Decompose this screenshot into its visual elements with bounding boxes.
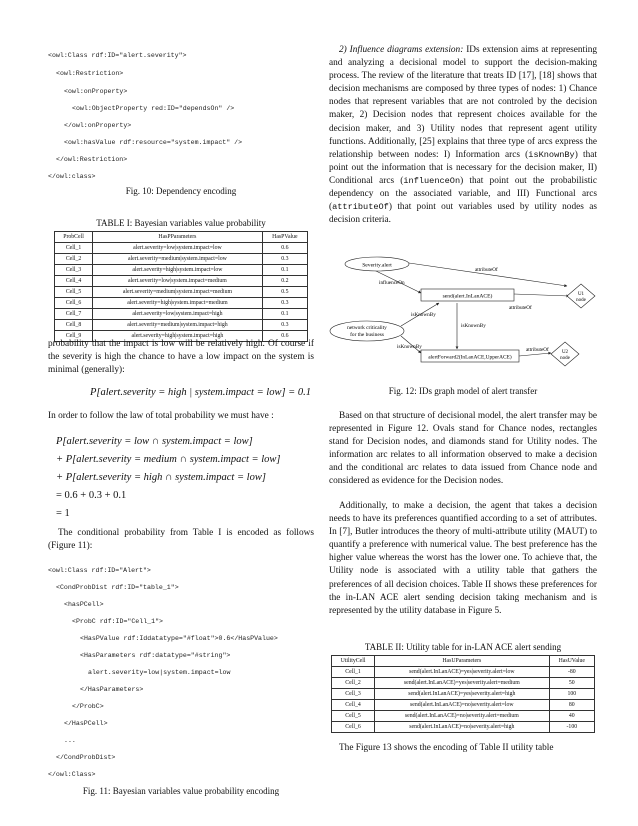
- node-label: alertForward2(InLanACE,UpperACE): [428, 354, 512, 361]
- table-cell: alert.severity=high|system.impact=high: [93, 331, 263, 342]
- table-cell: Cell_4: [55, 276, 93, 287]
- table-cell: 50: [549, 678, 594, 689]
- table-row: [55, 298, 308, 309]
- code-line: </ProbC>: [72, 703, 104, 710]
- table-cell: 0.1: [262, 309, 307, 320]
- code-line: <HasPValue rdf:Iddatatype="#float">0.6</HasPValue>: [80, 635, 278, 642]
- edge-label: attributeOf: [526, 347, 549, 353]
- code-line: <owl:Class rdf:ID="alert.severity">: [48, 52, 187, 59]
- table-cell: Cell_9: [55, 331, 93, 342]
- text-span: IDs extension aims at representing and analyzing a decisional model to support the decision-making process. The review of the literature that treats ID [17], [18] shows that decision mechanisms are composed by three types of nodes: 1) Chance nodes that represent variables that are not controled by the decision maker, 2) Decision nodes that represent choices available for the decision maker, and 3) Utility nodes that represent agent utility functions. Additionally, [25] explains that three type of arcs express the relationship between nodes: I) Information arcs (: [329, 45, 597, 160]
- code-line: <owl:Restriction>: [56, 70, 124, 77]
- table-header-cell: HasPParameters: [93, 232, 263, 243]
- node-label: U2: [561, 350, 569, 355]
- table-cell: Cell_6: [55, 298, 93, 309]
- table-cell: Cell_5: [55, 287, 93, 298]
- arc-name: attributeOf: [332, 202, 389, 213]
- table-cell: 40: [549, 711, 594, 722]
- code-line: <owl:hasValue rdf:resource="system.impact" />: [64, 139, 243, 146]
- edge-label: influenceOn: [379, 280, 405, 286]
- code-line: <HasParameters rdf:datatype="#string">: [80, 652, 231, 659]
- table-cell: alert.severity=high|system.impact=low: [93, 265, 263, 276]
- node-label: node: [576, 298, 586, 303]
- text-span: ) that point out variables used by utility nodes as decision criteria.: [329, 202, 597, 226]
- arc-name: influenceOn: [403, 175, 461, 186]
- table-row: [332, 700, 595, 711]
- right-paragraph-1: [329, 44, 597, 227]
- node-label: for the business: [350, 332, 384, 338]
- code-line: </owl:onProperty>: [64, 122, 132, 129]
- table-header-cell: HasUValue: [549, 656, 594, 667]
- table-cell: Cell_1: [332, 667, 375, 678]
- table-cell: Cell_6: [332, 722, 375, 733]
- table-cell: alert.severity=medium|system.impact=high: [93, 320, 263, 331]
- figure-12-caption: Fig. 12: IDs graph model of alert transfer: [388, 386, 538, 396]
- code-line: </owl:Class>: [48, 771, 96, 778]
- table-cell: alert.severity=medium|system.impact=medium: [93, 287, 263, 298]
- table-1-caption: TABLE I: Bayesian variables value probability: [96, 218, 266, 228]
- table-cell: Cell_2: [55, 254, 93, 265]
- network-criticality-node: [330, 321, 404, 341]
- equation-line: P[alert.severity = low ∩ system.impact = low]: [56, 436, 253, 447]
- code-line: </HasPCell>: [64, 720, 108, 727]
- code-line: </owl:Restriction>: [56, 156, 128, 163]
- table-cell: Cell_2: [332, 678, 375, 689]
- edge-attribute-of-mid: [514, 294, 569, 296]
- table-cell: alert.severity=low|system.impact=medium: [93, 276, 263, 287]
- equation-line: + P[alert.severity = high ∩ system.impact = low]: [56, 472, 266, 483]
- table-cell: send(alert.InLanACE)=yes|severity.alert=low: [375, 667, 550, 678]
- code-line: <CondProbDist rdf:ID="table_1">: [56, 584, 179, 591]
- table-row: [332, 689, 595, 700]
- table-header-cell: ProbCell: [55, 232, 93, 243]
- table-cell: 0.2: [262, 276, 307, 287]
- table-cell: Cell_8: [55, 320, 93, 331]
- arc-name: isKnownBy: [528, 149, 575, 160]
- table-row: [55, 243, 308, 254]
- edge-label: attributeOf: [509, 305, 532, 311]
- code-line: <hasPCell>: [64, 601, 104, 608]
- edge-attribute-of-bottom: [519, 353, 551, 356]
- table-cell: Cell_1: [55, 243, 93, 254]
- table-cell: 100: [549, 689, 594, 700]
- table-cell: -100: [549, 722, 594, 733]
- code-line: </HasParameters>: [80, 686, 144, 693]
- table-cell: Cell_4: [332, 700, 375, 711]
- left-paragraph-1: probability that the impact is low will be relatively high. Of course if the severity is high the chance to have a low impact on the system is minimal (generally):: [48, 339, 314, 376]
- table-row: [55, 320, 308, 331]
- edge-label: isKnownBy: [411, 312, 436, 318]
- edge-label: attributeOf: [475, 267, 498, 273]
- table-row: [55, 265, 308, 276]
- code-line: alert.severity=low|system.impact=low: [88, 669, 231, 676]
- table-cell: 80: [549, 700, 594, 711]
- code-line: <owl:Class rdf:ID="Alert">: [48, 567, 151, 574]
- table-header-cell: UtilityCell: [332, 656, 375, 667]
- edge-label: isKnownBy: [397, 344, 422, 350]
- section-title: 2) Influence diagrams extension:: [339, 45, 464, 55]
- table-cell: -80: [549, 667, 594, 678]
- table-row: [55, 254, 308, 265]
- table-cell: 0.3: [262, 320, 307, 331]
- node-label: U1: [577, 292, 585, 297]
- table-row: [55, 309, 308, 320]
- code-line: ...: [64, 737, 76, 744]
- text-span: ) that point out the information that is necessary for the decision maker, II) Conditional arcs (: [329, 149, 597, 186]
- code-line: <owl:onProperty>: [64, 88, 128, 95]
- table-cell: 0.3: [262, 298, 307, 309]
- table-cell: alert.severity=low|system.impact=low: [93, 243, 263, 254]
- table-cell: 0.6: [262, 243, 307, 254]
- code-line: </owl:class>: [48, 173, 96, 180]
- node-label: network criticality: [347, 325, 387, 331]
- text-span: ) that point out the probabilistic dependency on the associated variable, and III) Functional arcs (: [329, 175, 597, 213]
- table-cell: Cell_7: [55, 309, 93, 320]
- table-cell: send(alert.InLanACE)=no|severity.alert=low: [375, 700, 550, 711]
- table-header-cell: HasPValue: [262, 232, 307, 243]
- equation-line: + P[alert.severity = medium ∩ system.impact = low]: [56, 454, 281, 465]
- table-cell: alert.severity=low|system.impact=high: [93, 309, 263, 320]
- table-row: [55, 287, 308, 298]
- equation-1: P[alert.severity = high | system.impact = low] = 0.1: [90, 387, 311, 398]
- equation-line: = 1: [56, 508, 70, 519]
- right-paragraph-2: Based on that structure of decisional model, the alert transfer may be represented in Figure 12. Ovals stand for Chance nodes, rectangles stand for Decision nodes, and diamonds stand for Utility nodes. The information arc relates to all information observed to make a decision and the conditional arc relates to data issued from Chance node and considered as evidence for the Decision nodes.: [329, 411, 597, 487]
- utility-table: [331, 655, 595, 733]
- left-column: [48, 0, 314, 796]
- table-cell: Cell_3: [55, 265, 93, 276]
- dependency-code-block: [48, 0, 314, 180]
- table-row: [55, 276, 308, 287]
- code-line: <ProbC rdf:ID="Cell_1">: [72, 618, 164, 625]
- table-cell: 0.1: [262, 265, 307, 276]
- table-cell: send(alert.InLanACE)=yes|severity.alert=medium: [375, 678, 550, 689]
- figure-11-caption: Fig. 11: Bayesian variables value probability encoding: [82, 786, 280, 796]
- equation-line: = 0.6 + 0.3 + 0.1: [56, 490, 127, 501]
- table-row: [332, 678, 595, 689]
- table-cell: alert.severity=high|system.impact=medium: [93, 298, 263, 309]
- code-line: </CondProbDist>: [56, 754, 116, 761]
- table-row: [332, 667, 595, 678]
- table-row: [332, 711, 595, 722]
- ids-graph-diagram: [329, 256, 597, 368]
- left-paragraph-2: In order to follow the law of total probability we must have :: [48, 411, 274, 421]
- node-label: send(alert.InLanACE): [442, 293, 493, 300]
- table-cell: send(alert.InLanACE)=no|severity.alert=high: [375, 722, 550, 733]
- node-label: Severity.alert: [362, 262, 392, 269]
- table-row: [332, 722, 595, 733]
- table-cell: 0.6: [262, 331, 307, 342]
- table-2-caption: TABLE II: Utility table for in-LAN ACE alert sending: [364, 642, 562, 652]
- table-cell: alert.severity=medium|system.impact=low: [93, 254, 263, 265]
- right-paragraph-4: The Figure 13 shows the encoding of Table II utility table: [339, 743, 554, 753]
- table-cell: 0.5: [262, 287, 307, 298]
- table-cell: Cell_5: [332, 711, 375, 722]
- bayesian-probability-table: [54, 231, 308, 342]
- code-line: <owl:ObjectProperty red:ID="dependsOn" />: [72, 105, 235, 112]
- table-cell: send(alert.InLanACE)=yes|severity.alert=high: [375, 689, 550, 700]
- table-cell: send(alert.InLanACE)=no|severity.alert=medium: [375, 711, 550, 722]
- figure-10-caption: Fig. 10: Dependency encoding: [125, 186, 237, 196]
- table-cell: Cell_3: [332, 689, 375, 700]
- edge-label: isKnownBy: [461, 323, 486, 329]
- right-paragraph-3: Additionally, to make a decision, the agent that takes a decision needs to have its preferences quantified according to a set of attributes. In [7], Butler introduces the theory of multi-attribute utility (MAUT) to quantify a preference with numerical value. The best preference has the higher value whereas the worst has the lower one. To achieve that, the Utility node is associated with a utility table that gathers the preferences of all decision choices. Table II shows these preferences for the in-LAN ACE alert sending decision taking mechanism and is represented by the utility database in Figure 5.: [329, 501, 597, 616]
- node-label: node: [560, 356, 570, 361]
- table-cell: 0.3: [262, 254, 307, 265]
- left-paragraph-3: The conditional probability from Table I is encoded as follows (Figure 11):: [48, 528, 314, 552]
- table-header-cell: HasUParameters: [375, 656, 550, 667]
